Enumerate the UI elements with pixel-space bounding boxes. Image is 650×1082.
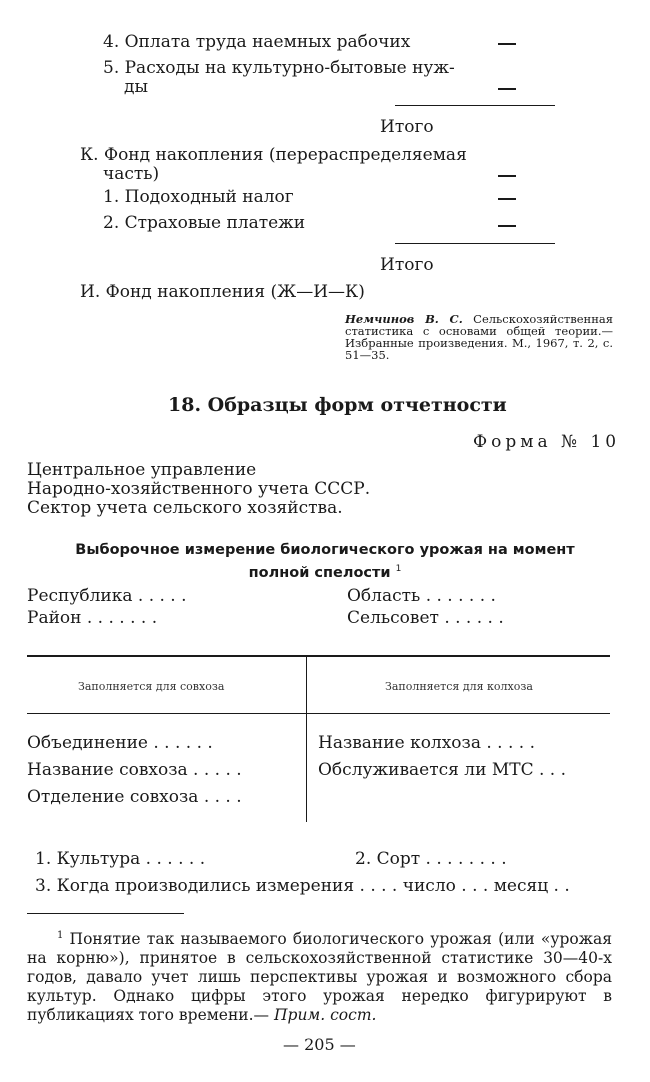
citation xyxy=(345,313,613,361)
subtotal-rule-2 xyxy=(395,243,555,244)
k-item-1: 1. Подоходный налог xyxy=(103,187,294,207)
dash-k-item-1 xyxy=(498,198,516,200)
sovkhoz-row-1: Объединение . . . . . . xyxy=(27,733,213,753)
table-column-divider xyxy=(306,657,307,822)
issuer-line-2: Народно-хозяйственного учета СССР. xyxy=(27,479,371,499)
page-number: — 205 — xyxy=(283,1035,356,1054)
kolkhoz-row-1: Название колхоза . . . . . xyxy=(318,733,535,753)
dash-item-4 xyxy=(498,43,516,45)
field-culture: 1. Культура . . . . . . xyxy=(35,849,206,869)
field-sort: 2. Сорт . . . . . . . . xyxy=(355,849,507,869)
field-oblast: Область . . . . . . . xyxy=(347,586,496,606)
kolkhoz-row-2: Обслуживается ли МТС . . . xyxy=(318,760,566,780)
footnote-text: Понятие так называемого биологического урожая (или «урожая на корню»), принятое в сельскохозяйственной статистике 30—40-х годов, давало учет лишь перспективы урожая и возможного сбора культур. Однако цифры этого урожая нередко фигурируют в публикациях того времени.— xyxy=(27,930,612,1025)
footnote-rule xyxy=(27,913,184,914)
footnote-note: Прим. сост. xyxy=(274,1006,377,1025)
citation-author: Немчинов В. С. xyxy=(345,312,463,326)
field-measurement-date: 3. Когда производились измерения . . . . число . . . месяц . . xyxy=(35,876,570,896)
dash-k-item-2 xyxy=(498,225,516,227)
total-1: Итого xyxy=(380,117,434,137)
table-header-rule xyxy=(27,713,610,714)
issuer-line-1: Центральное управление xyxy=(27,460,257,480)
i-fund-line: И. Фонд накопления (Ж—И—К) xyxy=(80,282,365,302)
survey-title-line1: Выборочное измерение биологического урожая на момент xyxy=(75,542,575,558)
total-2: Итого xyxy=(380,255,434,275)
survey-title-line2 xyxy=(0,560,650,582)
issuer-line-3: Сектор учета сельского хозяйства. xyxy=(27,498,343,518)
field-republic: Республика . . . . . xyxy=(27,586,187,606)
k-fund-line1: К. Фонд накопления (перераспределяемая xyxy=(80,145,467,165)
dash-k-fund xyxy=(498,175,516,177)
k-item-2: 2. Страховые платежи xyxy=(103,213,306,233)
section-heading: 18. Образцы форм отчетности xyxy=(168,394,507,416)
table-header-kolkhoz: Заполняется для колхоза xyxy=(385,680,533,693)
field-rayon: Район . . . . . . . xyxy=(27,608,158,628)
item-5-line1: 5. Расходы на культурно-бытовые нуж- xyxy=(103,58,455,78)
item-5-line2: ды xyxy=(124,77,148,97)
table-top-rule xyxy=(27,655,610,657)
footnote-number: 1 xyxy=(57,930,64,941)
footnote xyxy=(27,926,612,1025)
survey-footnote-mark: 1 xyxy=(395,564,402,574)
survey-title-text: полной спелости xyxy=(248,564,391,581)
k-fund-line2: часть) xyxy=(103,164,160,184)
dash-item-5 xyxy=(498,88,516,90)
subtotal-rule-1 xyxy=(395,105,555,106)
field-selsovet: Сельсовет . . . . . . xyxy=(347,608,504,628)
sovkhoz-row-2: Название совхоза . . . . . xyxy=(27,760,242,780)
citation-text: Сельскохозяйственная статистика с основами общей теории.— Избранные произведения. М., 1967, т. 2, с. 51—35. xyxy=(345,312,613,362)
table-header-sovkhoz: Заполняется для совхоза xyxy=(78,680,225,693)
sovkhoz-row-3: Отделение совхоза . . . . xyxy=(27,787,242,807)
item-4: 4. Оплата труда наемных рабочих xyxy=(103,32,411,52)
form-number: Форма № 10 xyxy=(473,432,621,452)
